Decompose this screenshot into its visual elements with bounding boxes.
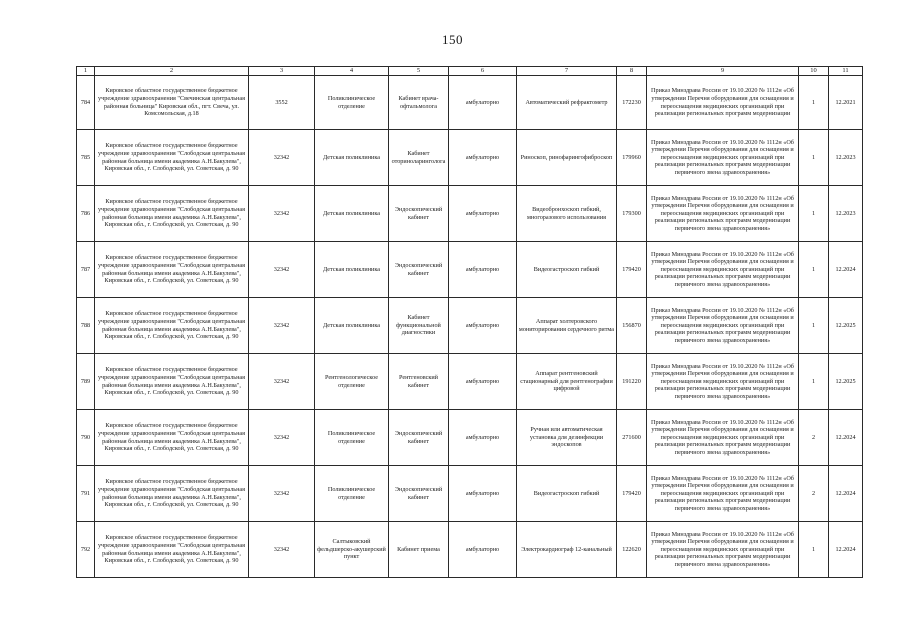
row-number-cell: 785 <box>77 130 95 186</box>
quantity-cell: 1 <box>799 522 829 578</box>
division-cell: Детская поликлиника <box>315 298 389 354</box>
due-date-cell: 12.2024 <box>829 242 863 298</box>
equipment-code-cell: 179300 <box>617 186 647 242</box>
org-code-cell: 32342 <box>249 130 315 186</box>
division-cell: Детская поликлиника <box>315 186 389 242</box>
room-cell: Эндоскопический кабинет <box>389 242 449 298</box>
table-row <box>77 76 863 130</box>
column-header: 11 <box>829 67 863 76</box>
care-type-cell: амбулаторно <box>449 410 517 466</box>
row-number-cell: 791 <box>77 466 95 522</box>
column-header: 9 <box>647 67 799 76</box>
room-cell: Рентгеновский кабинет <box>389 354 449 410</box>
column-header: 4 <box>315 67 389 76</box>
division-cell: Детская поликлиника <box>315 130 389 186</box>
organization-cell: Кировское областное государственное бюджетное учреждение здравоохранения "Слободская центральная районная больница имени академика А.Н.Бакулева", Кировская обл., г. Слободской, ул. Советская, д. 90 <box>95 298 249 354</box>
legal-basis-cell: Приказ Минздрава России от 19.10.2020 № 1112н «Об утверждении Перечня оборудования для оснащения и переоснащения медицинских организаций при реализации региональных программ модернизации первичного звена здравоохранения» <box>647 242 799 298</box>
quantity-cell: 1 <box>799 130 829 186</box>
due-date-cell: 12.2024 <box>829 466 863 522</box>
organization-cell: Кировское областное государственное бюджетное учреждение здравоохранения "Слободская центральная районная больница имени академика А.Н.Бакулева", Кировская обл., г. Слободской, ул. Советская, д. 90 <box>95 354 249 410</box>
organization-cell: Кировское областное государственное бюджетное учреждение здравоохранения "Слободская центральная районная больница имени академика А.Н.Бакулева", Кировская обл., г. Слободской, ул. Советская, д. 90 <box>95 130 249 186</box>
equipment-name-cell: Аппарат рентгеновский стационарный для рентгенографии цифровой <box>517 354 617 410</box>
quantity-cell: 2 <box>799 466 829 522</box>
organization-cell: Кировское областное государственное бюджетное учреждение здравоохранения "Слободская центральная районная больница имени академика А.Н.Бакулева", Кировская обл., г. Слободской, ул. Советская, д. 90 <box>95 186 249 242</box>
organization-cell: Кировское областное государственное бюджетное учреждение здравоохранения "Слободская центральная районная больница имени академика А.Н.Бакулева", Кировская обл., г. Слободской, ул. Советская, д. 90 <box>95 242 249 298</box>
table-row <box>77 186 863 242</box>
equipment-code-cell: 179420 <box>617 242 647 298</box>
org-code-cell: 32342 <box>249 522 315 578</box>
room-cell: Эндоскопический кабинет <box>389 186 449 242</box>
row-number-cell: 787 <box>77 242 95 298</box>
org-code-cell: 32342 <box>249 466 315 522</box>
org-code-cell: 3552 <box>249 76 315 130</box>
column-header: 10 <box>799 67 829 76</box>
due-date-cell: 12.2023 <box>829 130 863 186</box>
care-type-cell: амбулаторно <box>449 522 517 578</box>
equipment-name-cell: Видеогастроскоп гибкий <box>517 466 617 522</box>
care-type-cell: амбулаторно <box>449 298 517 354</box>
organization-cell: Кировское областное государственное бюджетное учреждение здравоохранения "Слободская центральная районная больница имени академика А.Н.Бакулева", Кировская обл., г. Слободской, ул. Советская, д. 90 <box>95 466 249 522</box>
legal-basis-cell: Приказ Минздрава России от 19.10.2020 № 1112н «Об утверждении Перечня оборудования для оснащения и переоснащения медицинских организаций при реализации региональных программ модернизации первичного звена здравоохранения» <box>647 298 799 354</box>
legal-basis-cell: Приказ Минздрава России от 19.10.2020 № 1112н «Об утверждении Перечня оборудования для оснащения и переоснащения медицинских организаций при реализации региональных программ модернизации первичного звена здравоохранения» <box>647 522 799 578</box>
room-cell: Кабинет оториноларинголога <box>389 130 449 186</box>
due-date-cell: 12.2024 <box>829 522 863 578</box>
table-row <box>77 354 863 410</box>
legal-basis-cell: Приказ Минздрава России от 19.10.2020 № 1112н «Об утверждении Перечня оборудования для оснащения и переоснащения медицинских организаций при реализации региональных программ модернизации первичного звена здравоохранения» <box>647 130 799 186</box>
quantity-cell: 1 <box>799 298 829 354</box>
division-cell: Поликлиническое отделение <box>315 410 389 466</box>
equipment-name-cell: Электрокардиограф 12-канальный <box>517 522 617 578</box>
equipment-name-cell: Видеогастроскоп гибкий <box>517 242 617 298</box>
row-number-cell: 789 <box>77 354 95 410</box>
org-code-cell: 32342 <box>249 298 315 354</box>
row-number-cell: 786 <box>77 186 95 242</box>
quantity-cell: 1 <box>799 186 829 242</box>
table-row <box>77 242 863 298</box>
equipment-name-cell: Автоматический рефрактометр <box>517 76 617 130</box>
org-code-cell: 32342 <box>249 410 315 466</box>
care-type-cell: амбулаторно <box>449 466 517 522</box>
quantity-cell: 1 <box>799 76 829 130</box>
room-cell: Кабинет приема <box>389 522 449 578</box>
row-number-cell: 792 <box>77 522 95 578</box>
equipment-code-cell: 271600 <box>617 410 647 466</box>
equipment-name-cell: Аппарат холтеровского мониторирования сердечного ритма <box>517 298 617 354</box>
table-body <box>77 76 863 578</box>
column-header: 5 <box>389 67 449 76</box>
due-date-cell: 12.2021 <box>829 76 863 130</box>
equipment-code-cell: 179420 <box>617 466 647 522</box>
equipment-code-cell: 172230 <box>617 76 647 130</box>
room-cell: Эндоскопический кабинет <box>389 466 449 522</box>
org-code-cell: 32342 <box>249 354 315 410</box>
legal-basis-cell: Приказ Минздрава России от 19.10.2020 № 1112н «Об утверждении Перечня оборудования для оснащения и переоснащения медицинских организаций при реализации региональных программ модернизации первичного звена здравоохранения» <box>647 186 799 242</box>
care-type-cell: амбулаторно <box>449 130 517 186</box>
table-row <box>77 298 863 354</box>
org-code-cell: 32342 <box>249 242 315 298</box>
row-number-cell: 788 <box>77 298 95 354</box>
division-cell: Салтыковский фельдшерско-акушерский пункт <box>315 522 389 578</box>
care-type-cell: амбулаторно <box>449 242 517 298</box>
room-cell: Эндоскопический кабинет <box>389 410 449 466</box>
organization-cell: Кировское областное государственное бюджетное учреждение здравоохранения "Свечинская центральная районная больница" Кировская обл., пгт. Свеча, ул. Комсомольская, д.18 <box>95 76 249 130</box>
due-date-cell: 12.2025 <box>829 354 863 410</box>
legal-basis-cell: Приказ Минздрава России от 19.10.2020 № 1112н «Об утверждении Перечня оборудования для оснащения и переоснащения медицинских организаций при реализации региональных программ модернизации первичного звена здравоохранения» <box>647 354 799 410</box>
column-header: 8 <box>617 67 647 76</box>
column-header: 2 <box>95 67 249 76</box>
division-cell: Рентгенологическое отделение <box>315 354 389 410</box>
due-date-cell: 12.2024 <box>829 410 863 466</box>
equipment-name-cell: Ручная или автоматическая установка для дезинфекции эндоскопов <box>517 410 617 466</box>
care-type-cell: амбулаторно <box>449 354 517 410</box>
table-row <box>77 130 863 186</box>
equipment-name-cell: Видеобронхоскоп гибкий, многоразового использования <box>517 186 617 242</box>
row-number-cell: 790 <box>77 410 95 466</box>
division-cell: Поликлиническое отделение <box>315 466 389 522</box>
table-row <box>77 410 863 466</box>
row-number-cell: 784 <box>77 76 95 130</box>
table-row <box>77 522 863 578</box>
care-type-cell: амбулаторно <box>449 186 517 242</box>
due-date-cell: 12.2023 <box>829 186 863 242</box>
legal-basis-cell: Приказ Минздрава России от 19.10.2020 № 1112н «Об утверждении Перечня оборудования для оснащения и переоснащения медицинских организаций при реализации региональных программ модернизации <box>647 76 799 130</box>
quantity-cell: 1 <box>799 242 829 298</box>
table-row <box>77 466 863 522</box>
column-header: 1 <box>77 67 95 76</box>
quantity-cell: 1 <box>799 354 829 410</box>
equipment-name-cell: Риноскоп, ринофарингофиброскоп <box>517 130 617 186</box>
division-cell: Поликлиническое отделение <box>315 76 389 130</box>
room-cell: Кабинет функциональной диагностики <box>389 298 449 354</box>
equipment-code-cell: 191220 <box>617 354 647 410</box>
column-header: 6 <box>449 67 517 76</box>
page-number: 150 <box>442 32 463 47</box>
legal-basis-cell: Приказ Минздрава России от 19.10.2020 № 1112н «Об утверждении Перечня оборудования для оснащения и переоснащения медицинских организаций при реализации региональных программ модернизации первичного звена здравоохранения» <box>647 466 799 522</box>
equipment-code-cell: 179960 <box>617 130 647 186</box>
legal-basis-cell: Приказ Минздрава России от 19.10.2020 № 1112н «Об утверждении Перечня оборудования для оснащения и переоснащения медицинских организаций при реализации региональных программ модернизации первичного звена здравоохранения» <box>647 410 799 466</box>
equipment-table <box>76 66 863 578</box>
care-type-cell: амбулаторно <box>449 76 517 130</box>
organization-cell: Кировское областное государственное бюджетное учреждение здравоохранения "Слободская центральная районная больница имени академика А.Н.Бакулева", Кировская обл., г. Слободской, ул. Советская, д. 90 <box>95 410 249 466</box>
org-code-cell: 32342 <box>249 186 315 242</box>
room-cell: Кабинет врача-офтальмолога <box>389 76 449 130</box>
equipment-code-cell: 122620 <box>617 522 647 578</box>
column-number-row <box>77 67 863 76</box>
column-header: 3 <box>249 67 315 76</box>
organization-cell: Кировское областное государственное бюджетное учреждение здравоохранения "Слободская центральная районная больница имени академика А.Н.Бакулева", Кировская обл., г. Слободской, ул. Советская, д. 90 <box>95 522 249 578</box>
column-header: 7 <box>517 67 617 76</box>
division-cell: Детская поликлиника <box>315 242 389 298</box>
quantity-cell: 2 <box>799 410 829 466</box>
due-date-cell: 12.2025 <box>829 298 863 354</box>
equipment-code-cell: 156870 <box>617 298 647 354</box>
